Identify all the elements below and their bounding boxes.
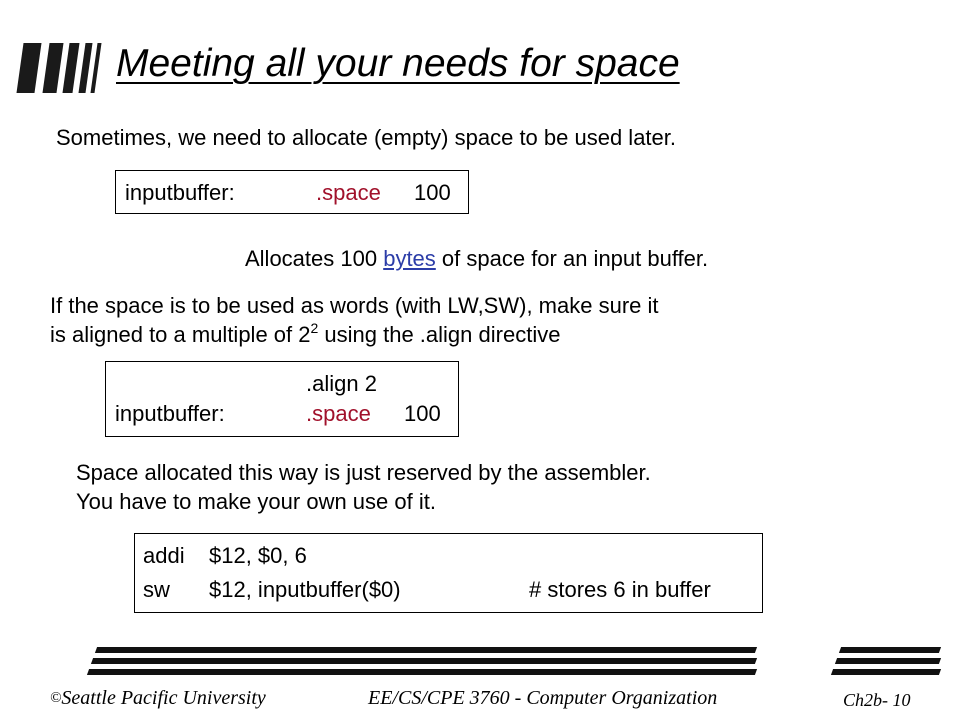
title-decoration-bar — [42, 43, 63, 93]
reserved-line-1: Space allocated this way is just reserved by the assembler. — [76, 460, 651, 485]
allocates-pre: Allocates 100 — [245, 246, 384, 271]
copyright-icon: © — [50, 690, 62, 706]
title-decoration-bar — [62, 43, 79, 93]
code-label: inputbuffer: — [125, 180, 235, 205]
code-value: 100 — [404, 401, 441, 426]
footer-stripe — [839, 647, 941, 653]
code-box-usage — [134, 533, 763, 613]
code-args: $12, inputbuffer($0) — [209, 577, 401, 602]
code-directive: .space — [306, 401, 371, 426]
footer-stripe — [831, 669, 941, 675]
footer-stripe — [95, 647, 757, 653]
footer-stripe — [87, 669, 757, 675]
allocates-post: of space for an input buffer. — [435, 246, 709, 271]
title-decoration-bar — [16, 43, 41, 93]
code-comment: # stores 6 in buffer — [529, 577, 711, 602]
words-line-1: If the space is to be used as words (with LW,SW), make sure it — [50, 293, 659, 318]
code-args: $12, $0, 6 — [209, 543, 307, 568]
intro-text: Sometimes, we need to allocate (empty) space to be used later. — [56, 125, 676, 150]
code-op: addi — [143, 543, 185, 568]
words-line-2-pre: is aligned to a multiple of 2 — [50, 322, 311, 347]
code-value: 100 — [414, 180, 451, 205]
code-op: sw — [143, 577, 170, 602]
slide-number: Ch2b- 10 — [843, 690, 911, 710]
footer-school — [50, 687, 266, 710]
footer-stripe — [91, 658, 757, 664]
school-name: Seattle Pacific University — [61, 687, 266, 709]
align-directive: .align 2 — [306, 371, 377, 396]
exponent: 2 — [310, 320, 319, 336]
code-box-align — [105, 361, 459, 437]
allocates-text — [245, 246, 708, 272]
reserved-line-2: You have to make your own use of it. — [76, 489, 436, 514]
words-line-2-post: using the .align directive — [318, 322, 561, 347]
bytes-link[interactable]: bytes — [383, 246, 436, 271]
footer-course: EE/CS/CPE 3760 - Computer Organization — [368, 687, 718, 709]
footer-stripe — [835, 658, 941, 664]
slide-title: Meeting all your needs for space — [116, 42, 680, 85]
code-directive: .space — [316, 180, 381, 205]
code-box-space — [115, 170, 469, 214]
words-line-2 — [50, 322, 560, 348]
code-label: inputbuffer: — [115, 401, 225, 426]
title-decoration-bar — [90, 43, 101, 93]
